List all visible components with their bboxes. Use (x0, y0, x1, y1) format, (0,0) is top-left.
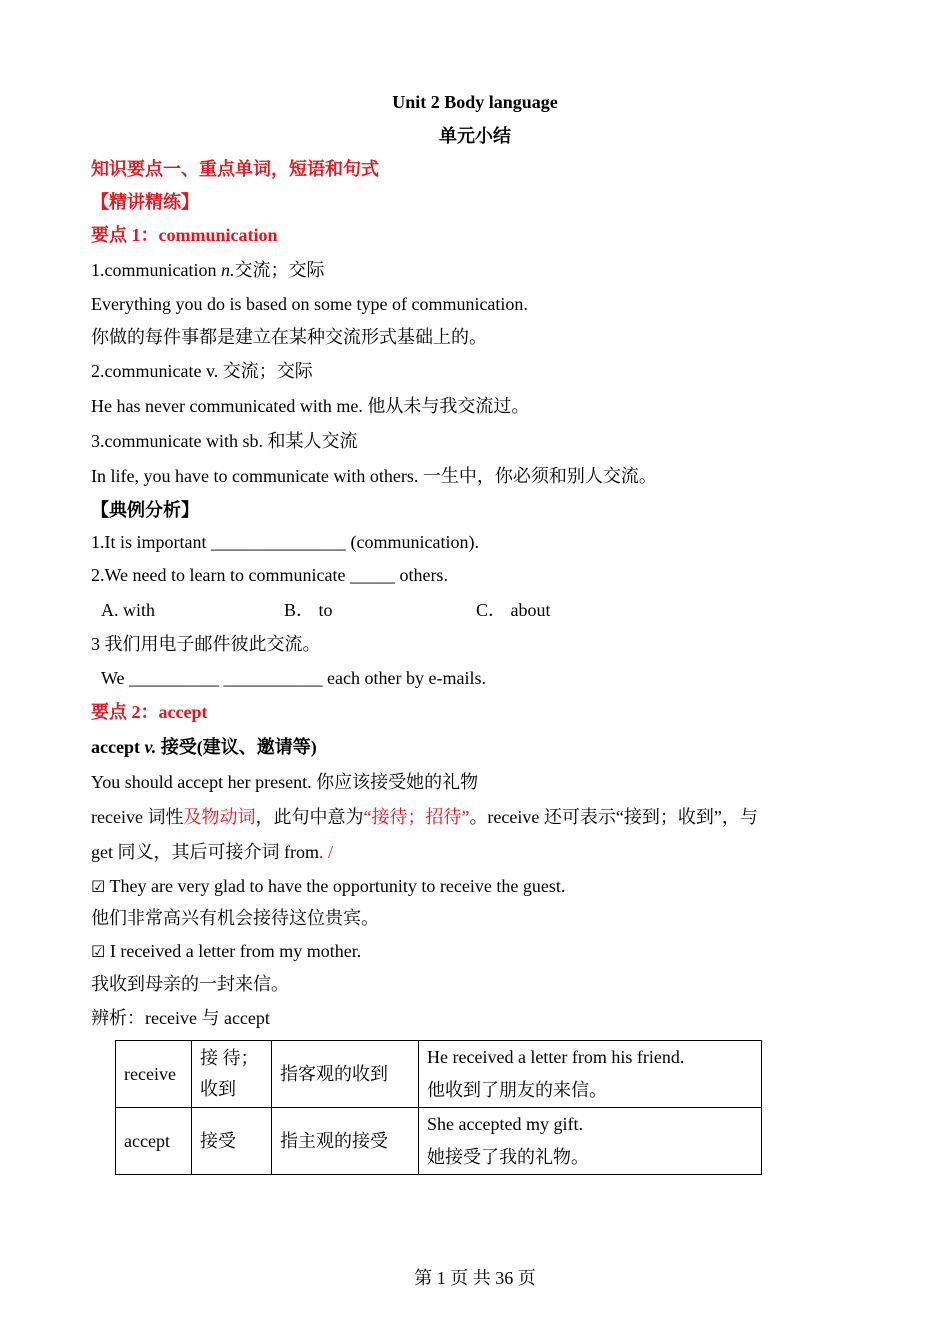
table-cell-word: accept (116, 1108, 192, 1175)
section-heading: 知识要点一、重点单词，短语和句式 (91, 159, 379, 179)
table-cell-meaning: 接 待；收到 (192, 1041, 272, 1108)
example-q1: 1.It is important _______________ (communication). (91, 532, 479, 552)
point2-receive-note-cont: get 同义，其后可接介词 from. / (91, 842, 333, 862)
table-cell-example (419, 1108, 762, 1175)
doc-title: Unit 2 Body language (392, 92, 558, 112)
example-q3-blank: We __________ ___________ each other by e-mails. (101, 668, 486, 688)
point1-line2: Everything you do is based on some type of communication. (91, 294, 528, 314)
example-q2: 2.We need to learn to communicate _____ others. (91, 565, 448, 585)
example-cn: 她接受了我的礼物。 (427, 1147, 589, 1167)
example-sentence-1: ☑ They are very glad to have the opportunity to receive the guest. (91, 876, 566, 896)
bracket-heading-examples: 【典例分析】 (91, 500, 199, 520)
point2-receive-note: receive 词性及物动词，此句中意为“接待；招待”。receive 还可表示“接到；收到”，与 (91, 807, 758, 827)
point2-line1: You should accept her present. 你应该接受她的礼物 (91, 772, 479, 792)
example-sentence-1-cn: 他们非常高兴有机会接待这位贵宾。 (91, 908, 379, 928)
point1-line3: 你做的每件事都是建立在某种交流形式基础上的。 (91, 327, 487, 347)
option-b: B． to (284, 600, 333, 620)
bracket-heading-lecture: 【精讲精练】 (91, 192, 199, 212)
point1-line4: 2.communicate v. 交流；交际 (91, 361, 313, 381)
option-c: C． about (476, 600, 551, 620)
point1-line7: In life, you have to communicate with others. 一生中，你必须和别人交流。 (91, 466, 657, 486)
point2-label: 要点 2：accept (91, 702, 208, 722)
table-cell-note: 指客观的收到 (272, 1041, 419, 1108)
checkbox-icon: ☑ (91, 942, 106, 961)
point1-label: 要点 1：communication (91, 225, 278, 245)
point2-definition: accept v. 接受(建议、邀请等) (91, 737, 317, 757)
example-sentence-2: ☑ I received a letter from my mother. (91, 941, 362, 961)
table-row (116, 1041, 762, 1108)
example-en: She accepted my gift. (427, 1114, 583, 1134)
table-cell-word: receive (116, 1041, 192, 1108)
comparison-table (115, 1040, 762, 1175)
table-cell-example (419, 1041, 762, 1108)
point1-line5: He has never communicated with me. 他从未与我交流过。 (91, 396, 530, 416)
table-cell-meaning: 接受 (192, 1108, 272, 1175)
table-cell-note: 指主观的接受 (272, 1108, 419, 1175)
comparison-heading: 辨析：receive 与 accept (91, 1008, 270, 1028)
example-en: He received a letter from his friend. (427, 1047, 685, 1067)
option-a: A. with (101, 600, 155, 620)
example-cn: 他收到了朋友的来信。 (427, 1080, 607, 1100)
checkbox-icon: ☑ (91, 877, 106, 896)
table-row (116, 1108, 762, 1175)
example-sentence-2-cn: 我收到母亲的一封来信。 (91, 974, 289, 994)
point1-line6: 3.communicate with sb. 和某人交流 (91, 431, 358, 451)
example-q3: 3 我们用电子邮件彼此交流。 (91, 634, 321, 654)
page-footer: 第 1 页 共 36 页 (414, 1268, 536, 1288)
point1-line1: 1.communication n.交流；交际 (91, 260, 325, 280)
doc-subtitle: 单元小结 (439, 126, 511, 146)
